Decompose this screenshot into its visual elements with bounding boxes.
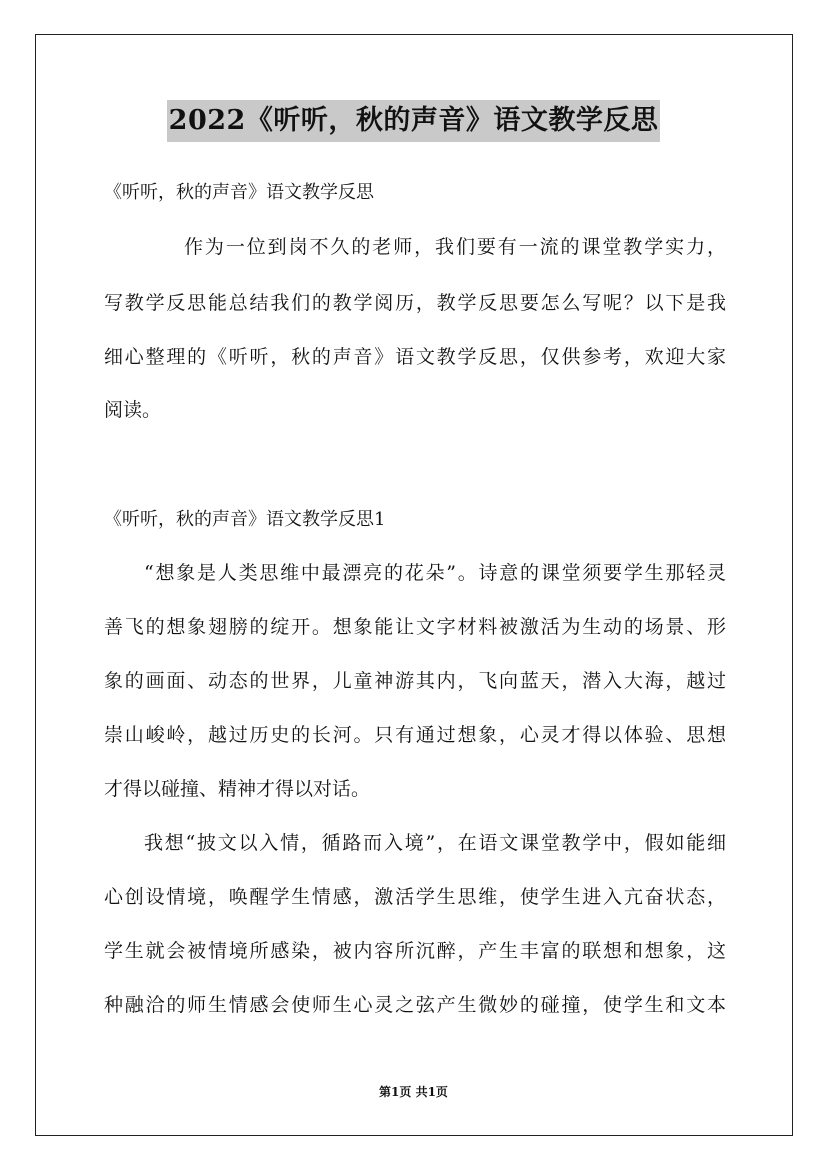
page-number: 第1页 共1页 bbox=[379, 1085, 448, 1099]
section1-para1-line-5: 才得以碰撞、精神才得以对话。 bbox=[104, 778, 371, 800]
document-subtitle: 《听听，秋的声音》语文教学反思 bbox=[104, 182, 374, 203]
section1-para2-line-2: 心创设情境，唤醒学生情感，激活学生思维，使学生进入亢奋状态， bbox=[104, 886, 726, 908]
intro-line-2: 写教学反思能总结我们的教学阅历，教学反思要怎么写呢？以下是我 bbox=[104, 292, 726, 314]
section1-para2-line-1: 我想“披文以入情，循路而入境”，在语文课堂教学中，假如能细 bbox=[144, 832, 726, 854]
section1-para1-line-4: 崇山峻岭，越过历史的长河。只有通过想象，心灵才得以体验、思想 bbox=[104, 724, 726, 746]
section1-para1-line-2: 善飞的想象翅膀的绽开。想象能让文字材料被激活为生动的场景、形 bbox=[104, 616, 726, 638]
section1-para2-line-3: 学生就会被情境所感染，被内容所沉醉，产生丰富的联想和想象，这 bbox=[104, 940, 726, 962]
document-title-wrap bbox=[0, 100, 827, 142]
intro-line-4: 阅读。 bbox=[104, 399, 162, 421]
section1-para1-line-3: 象的画面、动态的世界，儿童神游其内，飞向蓝天，潜入大海，越过 bbox=[104, 670, 726, 692]
intro-line-3: 细心整理的《听听，秋的声音》语文教学反思，仅供参考，欢迎大家 bbox=[104, 346, 726, 368]
section1-heading: 《听听，秋的声音》语文教学反思1 bbox=[104, 509, 386, 530]
section1-para2-line-4: 种融洽的师生情感会使师生心灵之弦产生微妙的碰撞，使学生和文本 bbox=[104, 994, 726, 1016]
intro-line-1: 作为一位到岗不久的老师，我们要有一流的课堂教学实力， bbox=[184, 236, 726, 258]
document-title: 2022《听听，秋的声音》语文教学反思 bbox=[167, 100, 661, 142]
section1-para1-line-1: “想象是人类思维中最漂亮的花朵”。诗意的课堂须要学生那轻灵 bbox=[144, 562, 726, 584]
